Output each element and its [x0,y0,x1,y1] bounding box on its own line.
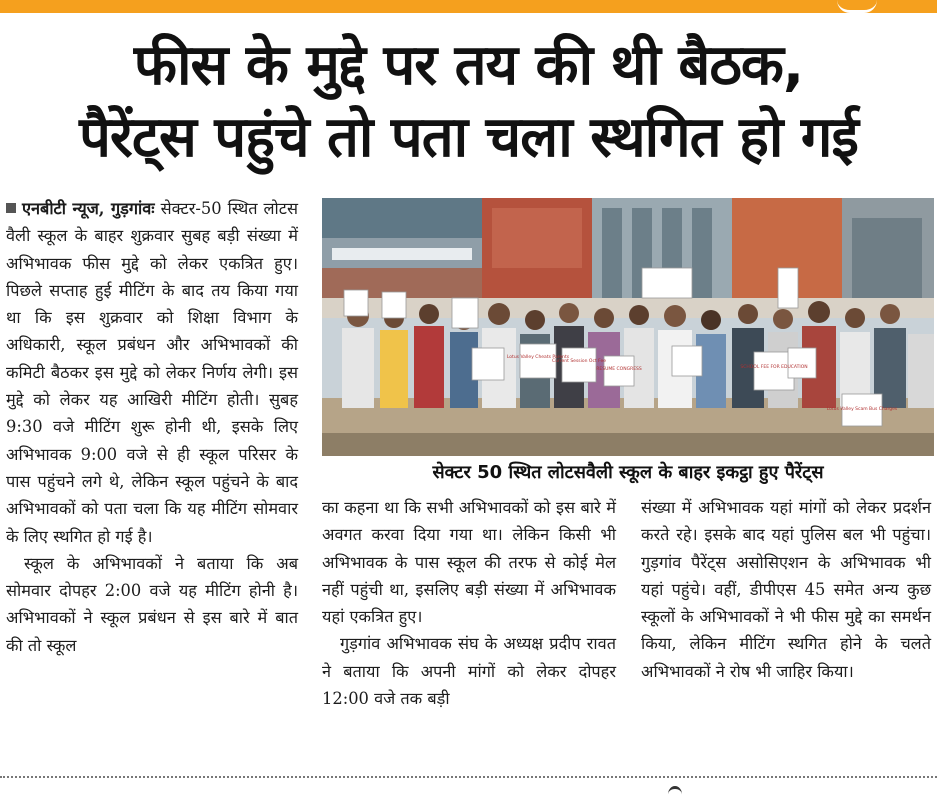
headline-line-1: फीस के मुद्दे पर तय की थी बैठक, [133,33,804,98]
photo-caption: सेक्टर 50 स्थित लोटसवैली स्कूल के बाहर इकट्ठा हुए पैरेंट्स [432,462,824,483]
lead-text: सेक्टर-50 स्थित लोटस वैली स्कूल के बाहर शुक्रवार सुबह बड़ी संख्या में अभिभावक फीस मुद्दे को लेकर एकत्रित हुए। पिछले सप्ताह हुई मीटिंग के बाद तय किया गया था कि इस शुक्रवार को शिक्षा विभाग के अधिकारी, स्कूल प्रबंधन और अभिभावकों की कमिटी बैठकर इस मुद्दे को लेकर निर्णय लेगी। इस मुद्दे को लेकर यह आखिरी मीटिंग होती। सुबह 9:30 वजे मीटिंग शुरू होनी थी, इसके लिए अभिभावक 9:00 वजे से ही स्कूल परिसर के पास पहुंचने लगे थे, लेकिन स्कूल पहुंचने के बाद अभिभावकों को पता चला कि यह मीटिंग सोमवार के लिए स्थगित हो गई है। [6,199,298,546]
header-ornament [837,0,877,13]
paragraph: संख्या में अभिभावक यहां मांगों को लेकर प्रदर्शन करते रहे। इसके बाद यहां पुलिस बल भी पहुंचा। गुड़गांव पैरेंट्स असोसिएशन के अभिभावक भी यहां पहुंचे। वहीं, डीपीएस 45 समेत अन्य कुछ स्कूलों के अभिभावकों ने भी फीस मुद्दे का समर्थन किया, लेकिन मीटिंग स्थगित होने के चलते अभिभावकों ने रोष भी जाहिर किया। [641,498,931,681]
sign-text: Lotus Valley Scam Bus Charges [826,407,898,412]
protest-photo-illustration [322,198,934,456]
article-column-1 [6,195,298,659]
byline: एनबीटी न्यूज, गुड़गांवः [22,199,155,218]
paragraph: गुड़गांव अभिभावक संघ के अध्यक्ष प्रदीप रावत ने बताया कि अपनी मांगों को लेकर दोपहर 12:00 वजे तक बड़ी [322,634,616,709]
sign-text: SCHOOL FEE FOR EDUCATION [740,365,808,370]
square-bullet-icon [6,203,16,213]
dotted-divider [0,776,937,778]
next-article-ornament [668,786,682,803]
headline [0,30,937,174]
paragraph: का कहना था कि सभी अभिभावकों को इस बारे में अवगत करवा दिया गया था। लेकिन किसी भी अभिभावक के पास स्कूल की तरफ से कोई मेल नहीं पहुंची था, इसलिए बड़ी संख्या में अभिभावक यहां एकत्रित हुए। [322,498,616,627]
paragraph: स्कूल के अभिभावकों ने बताया कि अब सोमवार दोपहर 2:00 वजे यह मीटिंग होनी है। अभिभावकों ने स्कूल प्रबंधन से इस बारे में बात की तो स्कूल [6,553,298,655]
sign-text: Current Session Oct Fee [551,359,607,364]
headline-line-2: पैरेंट्स पहुंचे तो पता चला स्थगित हो गई [79,105,858,170]
news-photo [322,198,934,456]
sign-text: RESUME CONGRESS [596,367,642,372]
sign-text: Lotus Valley Cheats Parents [506,355,570,360]
orange-header-bar [0,0,937,13]
article-column-3 [641,494,931,685]
lead-paragraph [6,195,298,550]
article-column-2 [322,494,616,712]
